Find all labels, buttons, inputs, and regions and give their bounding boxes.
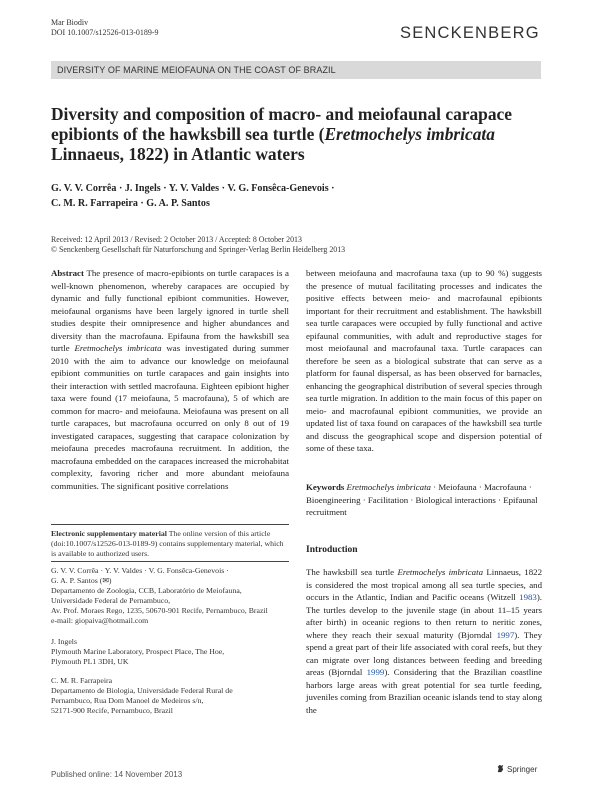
affiliation-line: Plymouth PL1 3DH, UK — [51, 657, 129, 666]
abstract-right — [306, 267, 542, 455]
senckenberg-logo: SENCKENBERG — [400, 24, 540, 42]
affiliation-line: J. Ingels — [51, 637, 77, 646]
affiliation-line: Av. Prof. Moraes Rego, 1235, 50670-901 Recife, Pernambuco, Brazil — [51, 606, 268, 615]
intro-text: Linnaeus, 1822 is considered the most tropical among all sea turtle species, and occurs in the Atlantic, Indian and Pacific oceans (Witzell — [306, 567, 542, 602]
affiliation-line: Pernambuco, Rua Dom Manoel de Medeiros s/n, — [51, 696, 204, 705]
introduction-text — [306, 566, 542, 716]
title-part2: Linnaeus, 1822) in Atlantic waters — [51, 144, 305, 164]
affiliation-2 — [51, 637, 289, 667]
abstract-text-2: was investigated during summer 2010 with the aim to advance our knowledge on meiofaunal epibiont communities on turtle carapaces and gain insights into their interaction with settled macrofauna. Eighteen epibiont higher taxa were found (17 meiofauna, 5 macrofauna), 5 of which are common for macro- and meiofauna. Meiofauna was present on all turtle carapaces, but macrofauna occurred on only 8 out of 19 investigated carapaces, suggesting that carapace colonization by meiofauna precedes macrofauna recruitment. In addition, the macrofauna embedded on the carapaces increased the microhabitat complexity, favoring richer and more abundant meiofauna communities. The significant positive correlations — [51, 343, 290, 491]
supplementary-note — [51, 529, 289, 559]
journal-name: Mar Biodiv — [51, 18, 89, 27]
intro-text: ). Considering that the Brazilian coastline harbors large areas with great potential for sea turtle feeding, juveniles coming from Brazilian oceanic islands tend to stay along the — [306, 667, 543, 715]
title-part1: Diversity and composition of macro- and meiofaunal carapace epibionts of the hawksbill sea turtle ( — [51, 104, 512, 144]
journal-meta — [51, 18, 159, 38]
doi: DOI 10.1007/s12526-013-0189-9 — [51, 28, 159, 37]
citation-link[interactable]: 1999 — [366, 667, 385, 677]
affiliation-line: C. M. R. Farrapeira — [51, 676, 113, 685]
author-list — [51, 181, 541, 211]
abstract-left — [51, 267, 289, 492]
keywords — [306, 481, 542, 519]
springer-horse-icon — [496, 764, 505, 773]
intro-text: ). They spend a great part of their life associated with coral reefs, but they can migrate over long distances between feeding and breeding areas (Bjorndal — [306, 629, 542, 677]
supplementary-text: The online version of this article (doi:10.1007/s12526-013-0189-9) contains supplementary material, which is available to authorized users. — [51, 529, 284, 558]
citation-link[interactable]: 1997 — [496, 629, 515, 640]
supplementary-label: Electronic supplementary material — [51, 529, 167, 538]
abstract-species: Eretmochelys imbricata — [74, 343, 162, 353]
affiliation-line: Departamento de Biologia, Universidade Federal Rural de — [51, 686, 233, 695]
affiliation-line: G. A. P. Santos (✉) — [51, 576, 112, 585]
title-species: Eretmochelys imbricata — [324, 124, 495, 144]
keywords-list: · Meiofauna · Macrofauna · Bioengineering · Facilitation · Biological interactions · Epifaunal recruitment — [306, 482, 538, 517]
article-dates — [51, 235, 541, 255]
springer-logo — [496, 764, 537, 774]
citation-link[interactable]: 1983 — [519, 592, 537, 602]
article-title — [51, 104, 541, 164]
affiliation-line: Plymouth Marine Laboratory, Prospect Place, The Hoe, — [51, 647, 225, 656]
authors-line1: G. V. V. Corrêa · J. Ingels · Y. V. Valdes · V. G. Fonsêca-Genevois · — [51, 183, 335, 194]
divider — [51, 524, 289, 525]
affiliation-line: Universidade Federal de Pernambuco, — [51, 596, 171, 605]
abstract-label: Abstract — [51, 268, 84, 278]
copyright: © Senckenberg Gesellschaft für Naturforschung and Springer-Verlag Berlin Heidelberg 2013 — [51, 245, 346, 254]
section-banner: DIVERSITY OF MARINE MEIOFAUNA ON THE COAST OF BRAZIL — [51, 61, 541, 79]
affiliation-1 — [51, 566, 289, 626]
published-online: Published online: 14 November 2013 — [51, 770, 183, 779]
keywords-label: Keywords — [306, 482, 345, 492]
affiliation-line: 52171-900 Recife, Pernambuco, Brazil — [51, 706, 173, 715]
abstract-text-1: The presence of macro-epibionts on turtle carapaces is a well-known phenomenon, whereby carapaces are occupied by dynamic and fully functional epibiont communities. However, meiofaunal organisms have been largely ignored in turtle shell studies despite their omnipresence and higher abundances and diversity than the macrofauna. Epifauna from the hawksbill sea turtle — [51, 268, 289, 353]
intro-text: The hawksbill sea turtle — [306, 567, 398, 577]
keywords-species: Eretmochelys imbricata — [346, 482, 431, 492]
divider — [51, 561, 289, 562]
intro-text: ). The turtles develop to the juvenile stage (in about 11–15 years after birth) in oceanic regions to then return to neritic zones, where they reach their sexual maturity (Bjorndal — [306, 592, 542, 640]
affiliation-3 — [51, 676, 289, 716]
author-email[interactable]: e-mail: giopaiva@hotmail.com — [51, 616, 149, 625]
affiliation-line: G. V. V. Corrêa · Y. V. Valdes · V. G. Fonsêca-Genevois · — [51, 566, 229, 575]
authors-line2: C. M. R. Farrapeira · G. A. P. Santos — [51, 198, 210, 209]
abstract-text-3: between meiofauna and macrofauna taxa (up to 90 %) suggests the presence of mutual facilitating processes and indicates the positive effects between meio- and macrofaunal epibionts important for their recruitment and establishment. The hawksbill sea turtle carapaces were occupied by fully functional and active epifaunal communities, with adult and reproductive stages for most meiofaunal and macrofaunal taxa. Turtle carapaces can therefore be seen as a biological substrate that can serve as a platform for faunal dispersal, as has been observed for barnacles, enhancing the geographical distribution of several species through sea turtle migration. In addition to the main focus of this paper on meio- and macrofaunal epibiont communities, we provide an updated list of taxa found on carapaces of the hawksbill sea turtle and discuss the geographical scope and dispersion potential of some of these taxa. — [306, 268, 542, 453]
introduction-heading: Introduction — [306, 545, 358, 555]
received-dates: Received: 12 April 2013 / Revised: 2 October 2013 / Accepted: 8 October 2013 — [51, 235, 302, 244]
affiliation-line: Departamento de Zoologia, CCB, Laboratório de Meiofauna, — [51, 586, 242, 595]
intro-species: Eretmochelys imbricata — [397, 567, 483, 577]
springer-label: Springer — [507, 765, 538, 774]
